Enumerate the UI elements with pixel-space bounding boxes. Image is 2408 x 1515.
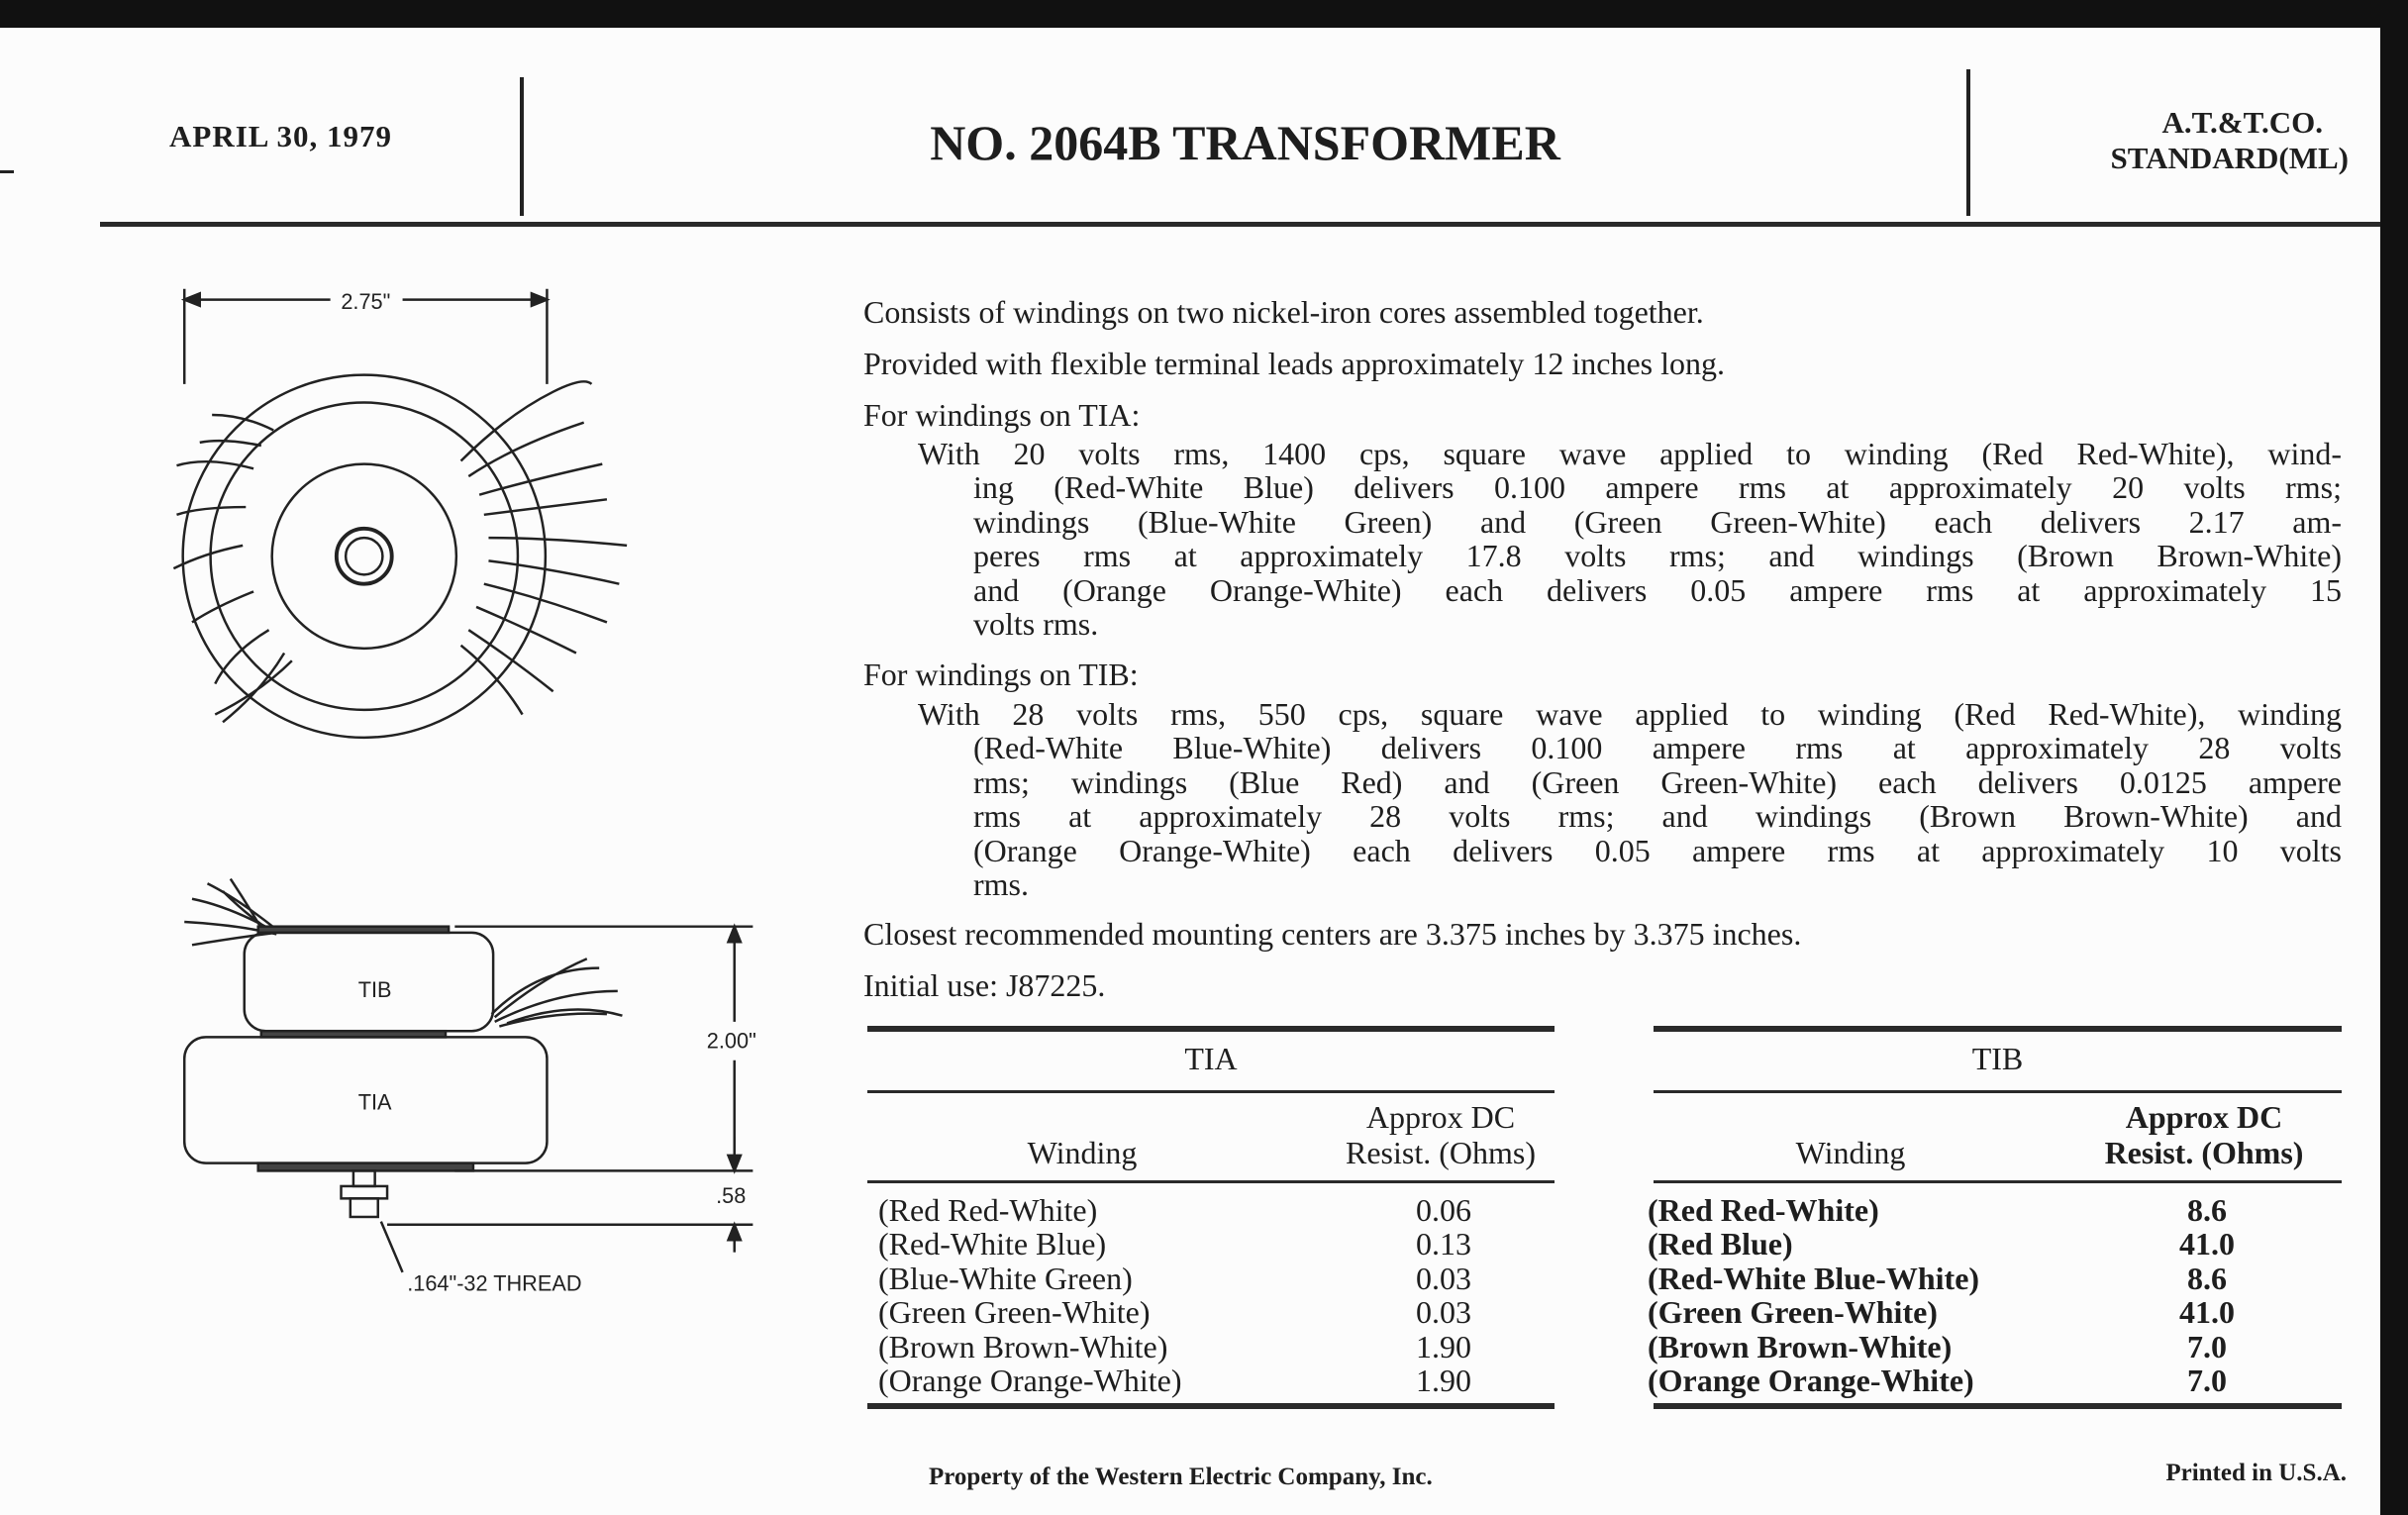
page-title: NO. 2064B TRANSFORMER <box>930 115 1560 170</box>
table-cell-ohms: 0.03 <box>1416 1260 1471 1296</box>
upper-core-label: TIB <box>357 977 392 1003</box>
paragraph-line: windings (Blue-White Green) and (Green Green-White) each delivers 2.17 am- <box>973 503 2342 540</box>
table-cell-winding: (Brown Brown-White) <box>1648 1328 1953 1364</box>
paragraph-line: With 28 volts rms, 550 cps, square wave applied to winding (Red Red-White), winding <box>918 696 2342 732</box>
stud-dimension: .58 <box>716 1183 747 1208</box>
standard-label <box>2110 105 2349 176</box>
table-cell-ohms: 0.03 <box>1416 1294 1471 1331</box>
property-notice: Property of the Western Electric Company, Inc. <box>929 1464 1433 1490</box>
column-header-resist-line1: Approx DC <box>2125 1099 2283 1135</box>
lower-core-label: TIA <box>357 1089 392 1115</box>
table-cell-ohms: 0.06 <box>1416 1192 1471 1228</box>
side-view <box>184 879 756 1296</box>
paragraph-line: (Orange Orange-White) each delivers 0.05 ampere rms at approximately 10 volts <box>973 832 2342 868</box>
printed-notice: Printed in U.S.A. <box>2165 1460 2347 1486</box>
table-cell-ohms: 7.0 <box>2187 1328 2227 1364</box>
table-bottom-rule <box>867 1403 1555 1409</box>
description-leads: Provided with flexible terminal leads approximately 12 inches long. <box>863 346 1726 381</box>
tib-heading: For windings on TIB: <box>863 656 1139 692</box>
table-top-rule <box>867 1026 1555 1032</box>
table-cell-winding: (Red Red-White) <box>878 1192 1098 1228</box>
thread-label: .164"-32 THREAD <box>407 1270 582 1296</box>
table-cell-winding: (Red Blue) <box>1648 1226 1793 1262</box>
column-header-resist-line2: Resist. (Ohms) <box>1346 1135 1536 1170</box>
table-title: TIA <box>1184 1041 1238 1076</box>
paragraph-line: peres rms at approximately 17.8 volts rms; and windings (Brown Brown-White) <box>973 538 2342 574</box>
height-dimension: 2.00" <box>706 1028 756 1054</box>
standard-line1: A.T.&T.CO. <box>2161 105 2323 140</box>
description-cores: Consists of windings on two nickel-iron cores assembled together. <box>863 294 1704 330</box>
column-header-winding: Winding <box>1795 1135 1906 1170</box>
paragraph-line: ing (Red-White Blue) delivers 0.100 ampere rms at approximately 20 volts rms; <box>973 469 2342 506</box>
initial-use: Initial use: J87225. <box>863 967 1106 1003</box>
paragraph-line: rms. <box>973 866 1029 902</box>
table-title: TIB <box>1971 1041 2024 1076</box>
table-cell-winding: (Orange Orange-White) <box>1648 1363 1974 1398</box>
table-cell-winding: (Red Red-White) <box>1648 1192 1879 1228</box>
table-cell-winding: (Blue-White Green) <box>878 1260 1133 1296</box>
paragraph-line: rms; windings (Blue Red) and (Green Green-White) each delivers 0.0125 ampere <box>973 763 2342 800</box>
mounting-centers: Closest recommended mounting centers are 3.375 inches by 3.375 inches. <box>863 916 1802 952</box>
standard-line2: STANDARD(ML) <box>2110 141 2349 175</box>
table-cell-winding: (Orange Orange-White) <box>878 1363 1182 1398</box>
table-title-rule <box>867 1090 1555 1093</box>
table-cell-ohms: 8.6 <box>2187 1260 2227 1296</box>
table-cell-ohms: 1.90 <box>1416 1328 1471 1364</box>
scan-border-right <box>2380 0 2408 1515</box>
tia-heading: For windings on TIA: <box>863 397 1141 433</box>
table-cell-winding: (Red-White Blue) <box>878 1226 1107 1262</box>
table-cell-ohms: 41.0 <box>2179 1294 2235 1331</box>
header-divider <box>1966 69 1970 216</box>
table-bottom-rule <box>1654 1403 2342 1409</box>
paragraph-line: With 20 volts rms, 1400 cps, square wave applied to winding (Red Red-White), wind- <box>918 436 2342 471</box>
paragraph-line: (Red-White Blue-White) delivers 0.100 ampere rms at approximately 28 volts <box>973 730 2342 766</box>
column-header-resist-line1: Approx DC <box>1365 1099 1516 1135</box>
table-cell-winding: (Red-White Blue-White) <box>1648 1260 1980 1296</box>
table-cell-winding: (Brown Brown-White) <box>878 1328 1168 1364</box>
paragraph-line: rms at approximately 28 volts rms; and windings (Brown Brown-White) and <box>973 798 2342 835</box>
table-header-rule <box>867 1180 1555 1183</box>
paragraph-line: volts rms. <box>973 606 1099 642</box>
table-cell-ohms: 0.13 <box>1416 1226 1471 1262</box>
paragraph-line: and (Orange Orange-White) each delivers 0.05 ampere rms at approximately 15 <box>973 571 2342 608</box>
table-cell-winding: (Green Green-White) <box>878 1294 1151 1331</box>
issue-date: APRIL 30, 1979 <box>169 119 392 153</box>
table-top-rule <box>1654 1026 2342 1032</box>
width-dimension: 2.75" <box>341 288 391 314</box>
table-cell-ohms: 41.0 <box>2179 1226 2235 1262</box>
column-header-winding: Winding <box>1027 1135 1138 1170</box>
table-cell-winding: (Green Green-White) <box>1648 1294 1938 1331</box>
top-view <box>173 289 627 738</box>
transformer-drawing <box>0 0 860 1515</box>
table-cell-ohms: 1.90 <box>1416 1363 1471 1398</box>
table-cell-ohms: 7.0 <box>2187 1363 2227 1398</box>
table-header-rule <box>1654 1180 2342 1183</box>
table-title-rule <box>1654 1090 2342 1093</box>
column-header-resist-line2: Resist. (Ohms) <box>2104 1135 2304 1170</box>
table-cell-ohms: 8.6 <box>2187 1192 2227 1228</box>
